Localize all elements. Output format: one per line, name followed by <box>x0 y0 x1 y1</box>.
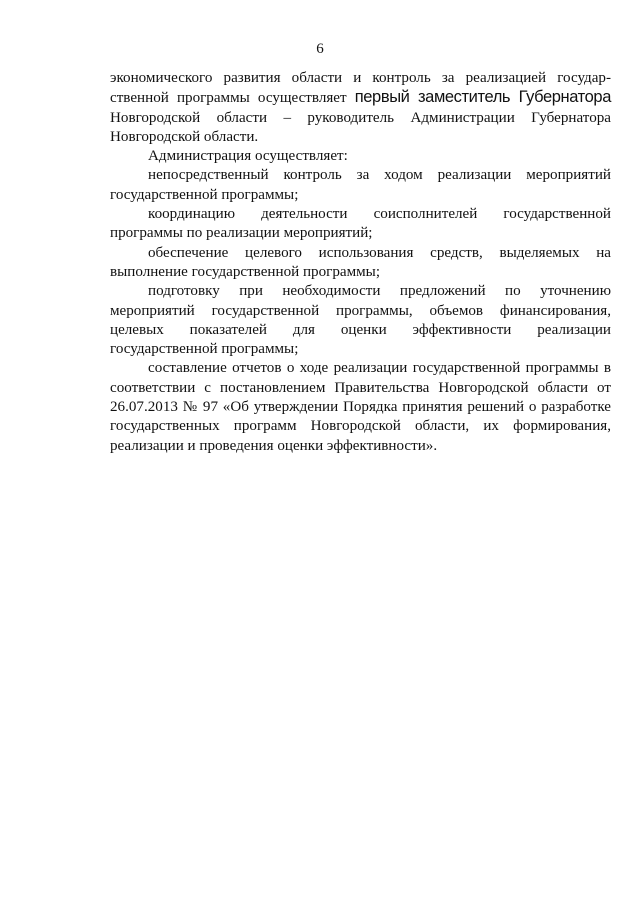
list-item-proposals: подготовку при необходимости предложений по уточнению мероприятий государственной программы, объемов финансирования, целевых показателей для оценки эффективности реализации государственной программы; <box>110 283 611 358</box>
list-item-funds-usage: обеспечение целевого использования средств, выделяемых на выполнение государственной программы; <box>110 244 611 280</box>
highlighted-position-title: первый заместитель Губернатора <box>354 88 611 107</box>
paragraph-text: Новгородской области – руководитель Администрации Губернатора Новгородской области. <box>110 109 611 145</box>
list-item-coordination: координацию деятельности соисполнителей государственной программы по реализации мероприятий; <box>110 206 611 242</box>
list-item-reports: составление отчетов о ходе реализации государственной программы в соответствии с постановлением Правительства Новгородской области от 26.07.2013 № 97 «Об утверждении Порядка принятия решений о разработке государственных программ Новгородской области, их формирования, реализации и проведения оценки эффективности». <box>110 360 611 454</box>
paragraph-text: экономического развития области и контроль за реализацией государственной программы осуществляет <box>110 70 611 107</box>
list-item-direct-control: непосредственный контроль за ходом реализации мероприятий государственной программы; <box>110 167 611 203</box>
paragraph-responsibility <box>110 69 611 147</box>
paragraph-administration-intro: Администрация осуществляет: <box>148 148 348 165</box>
document-body <box>110 69 611 456</box>
page-number: 6 <box>316 41 324 57</box>
